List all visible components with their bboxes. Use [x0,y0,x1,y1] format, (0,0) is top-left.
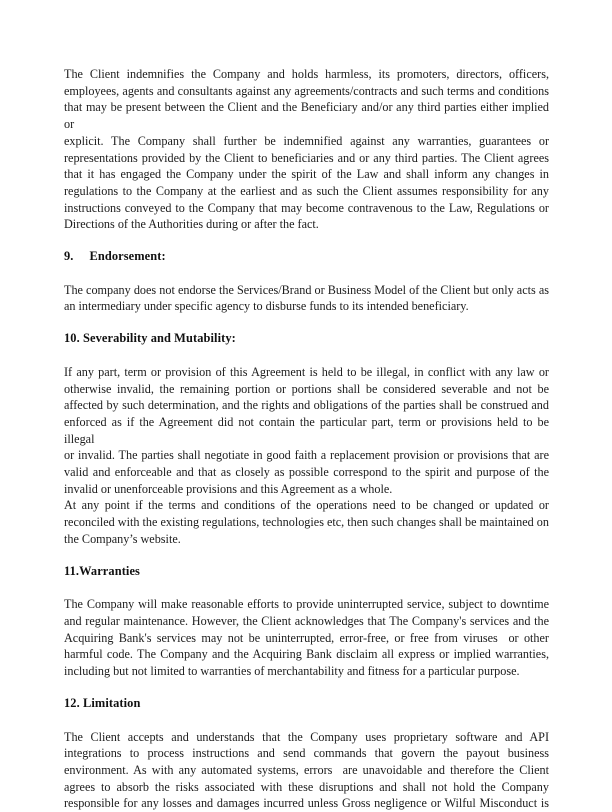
text-line: At any point if the terms and conditions of the operations need to be changed or updated or [64,497,549,514]
severability-continuation-paragraph [64,497,549,547]
text-line: The company does not endorse the Services/Brand or Business Model of the Client but only acts as [64,282,549,299]
severability-paragraph [64,364,549,498]
section-heading-severability-mutability: 10. Severability and Mutability: [64,330,549,347]
text-line: The Client accepts and understands that the Company uses proprietary software and API [64,729,549,746]
text-line: valid and enforceable and that as closely as possible correspond to the spirit and purpose of the [64,464,549,481]
text-line: affected by such determination, and the rights and obligations of the parties shall be construed and [64,397,549,414]
text-line: that it has engaged the Company under the spirit of the Law and shall inform any changes in [64,166,549,183]
section-heading-limitation: 12. Limitation [64,695,549,712]
text-line: reconciled with the existing regulations, technologies etc, then such changes shall be maintained on [64,514,549,531]
warranties-paragraph [64,596,549,680]
text-line: employees, agents and consultants against any agreements/contracts and such terms and conditions [64,83,549,100]
text-line: that may be present between the Client and the Beneficiary and/or any third parties either implied or [64,99,549,132]
text-line: The Client indemnifies the Company and holds harmless, its promoters, directors, officers, [64,66,549,83]
endorsement-paragraph [64,282,549,315]
indemnification-paragraph [64,66,549,233]
text-line: otherwise invalid, the remaining portion or portions shall be considered severable and not be [64,381,549,398]
text-line: integrations to process instructions and send commands that govern the payout business [64,745,549,762]
text-line: Directions of the Authorities during or after the fact. [64,216,549,233]
limitation-paragraph [64,729,549,812]
text-line: including but not limited to warranties of merchantability and fitness for a particular purpose. [64,663,549,680]
text-line: harmful code. The Company and the Acquiring Bank disclaim all express or implied warranties, [64,646,549,663]
section-heading-warranties: 11.Warranties [64,563,549,580]
text-line: environment. As with any automated systems, errors are unavoidable and therefore the Client [64,762,549,779]
text-line: representations provided by the Client to beneficiaries and or any third parties. The Client agrees [64,150,549,167]
text-line: The Company will make reasonable efforts to provide uninterrupted service, subject to downtime [64,596,549,613]
text-line: or invalid. The parties shall negotiate in good faith a replacement provision or provisions that are [64,447,549,464]
document-body [64,66,549,812]
section-heading-endorsement: 9. Endorsement: [64,248,549,265]
text-line: an intermediary under specific agency to disburse funds to its intended beneficiary. [64,298,549,315]
text-line: explicit. The Company shall further be indemnified against any warranties, guarantees or [64,133,549,150]
text-line: instructions conveyed to the Company that may become contravenous to the Law, Regulations or [64,200,549,217]
text-line: agrees to absorb the risks associated with these disruptions and shall not hold the Company [64,779,549,796]
text-line: and regular maintenance. However, the Client acknowledges that The Company's services and the [64,613,549,630]
text-line: Acquiring Bank's services may not be uninterrupted, error-free, or free from viruses or other [64,630,549,647]
text-line: If any part, term or provision of this Agreement is held to be illegal, in conflict with any law or [64,364,549,381]
text-line: enforced as if the Agreement did not contain the particular part, term or provisions held to be illegal [64,414,549,447]
text-line: regulations to the Company at the earliest and as such the Client assumes responsibility for any [64,183,549,200]
text-line: the Company’s website. [64,531,549,548]
text-line: responsible for any losses and damages incurred unless Gross negligence or Wilful Misconduct is [64,795,549,812]
text-line: invalid or unenforceable provisions and this Agreement as a whole. [64,481,549,498]
